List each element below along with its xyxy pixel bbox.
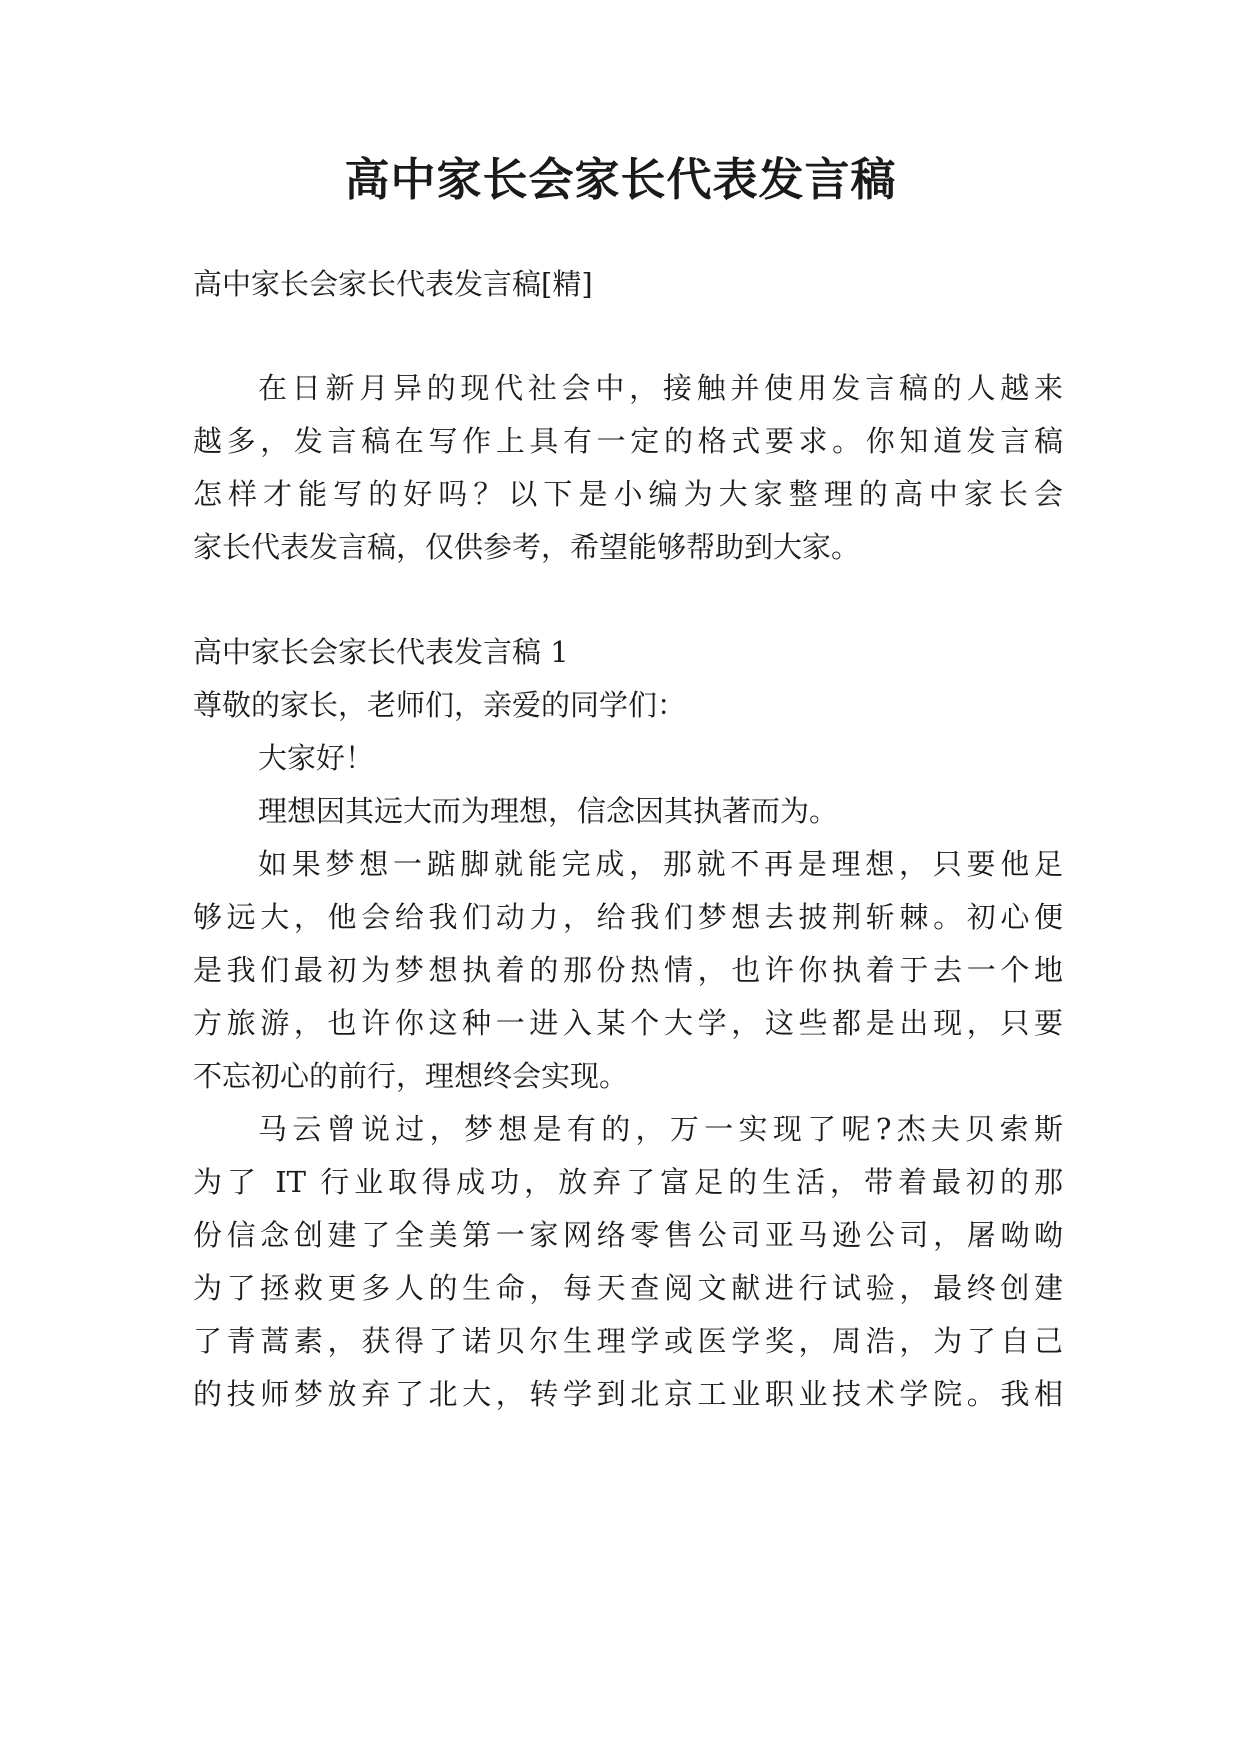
intro-line: 家长代表发言稿，仅供参考，希望能够帮助到大家。 <box>193 530 861 564</box>
paragraph-line: 够远大，他会给我们动力，给我们梦想去披荆斩棘。初心便 <box>193 900 1063 934</box>
document-title: 高中家长会家长代表发言稿 <box>344 153 897 206</box>
section-heading: 高中家长会家长代表发言稿 1 <box>193 635 569 669</box>
paragraph-line: 为了 IT 行业取得成功，放弃了富足的生活，带着最初的那 <box>193 1165 1063 1199</box>
paragraph-line: 不忘初心的前行，理想终会实现。 <box>193 1059 629 1093</box>
intro-line: 怎样才能写的好吗？以下是小编为大家整理的高中家长会 <box>193 477 1063 511</box>
paragraph-line: 方旅游，也许你这种一进入某个大学，这些都是出现，只要 <box>193 1006 1063 1040</box>
document-subtitle: 高中家长会家长代表发言稿[精] <box>193 267 593 301</box>
paragraph-line: 份信念创建了全美第一家网络零售公司亚马逊公司，屠呦呦 <box>193 1218 1063 1252</box>
paragraph-line: 为了拯救更多人的生命，每天查阅文献进行试验，最终创建 <box>193 1271 1063 1305</box>
intro-line: 越多，发言稿在写作上具有一定的格式要求。你知道发言稿 <box>193 424 1063 458</box>
paragraph-line: 马云曾说过，梦想是有的，万一实现了呢?杰夫贝索斯 <box>258 1112 1063 1146</box>
paragraph-line: 的技师梦放弃了北大，转学到北京工业职业技术学院。我相 <box>193 1377 1063 1411</box>
greeting: 大家好！ <box>258 741 375 775</box>
paragraph-line: 是我们最初为梦想执着的那份热情，也许你执着于去一个地 <box>193 953 1063 987</box>
paragraph-line: 如果梦想一踮脚就能完成，那就不再是理想，只要他足 <box>258 847 1063 881</box>
paragraph-line: 了青蒿素，获得了诺贝尔生理学或医学奖，周浩，为了自己 <box>193 1324 1063 1358</box>
paragraph-line: 理想因其远大而为理想，信念因其执著而为。 <box>258 794 839 828</box>
salutation: 尊敬的家长，老师们，亲爱的同学们： <box>193 688 687 722</box>
intro-line: 在日新月异的现代社会中，接触并使用发言稿的人越来 <box>258 371 1063 405</box>
